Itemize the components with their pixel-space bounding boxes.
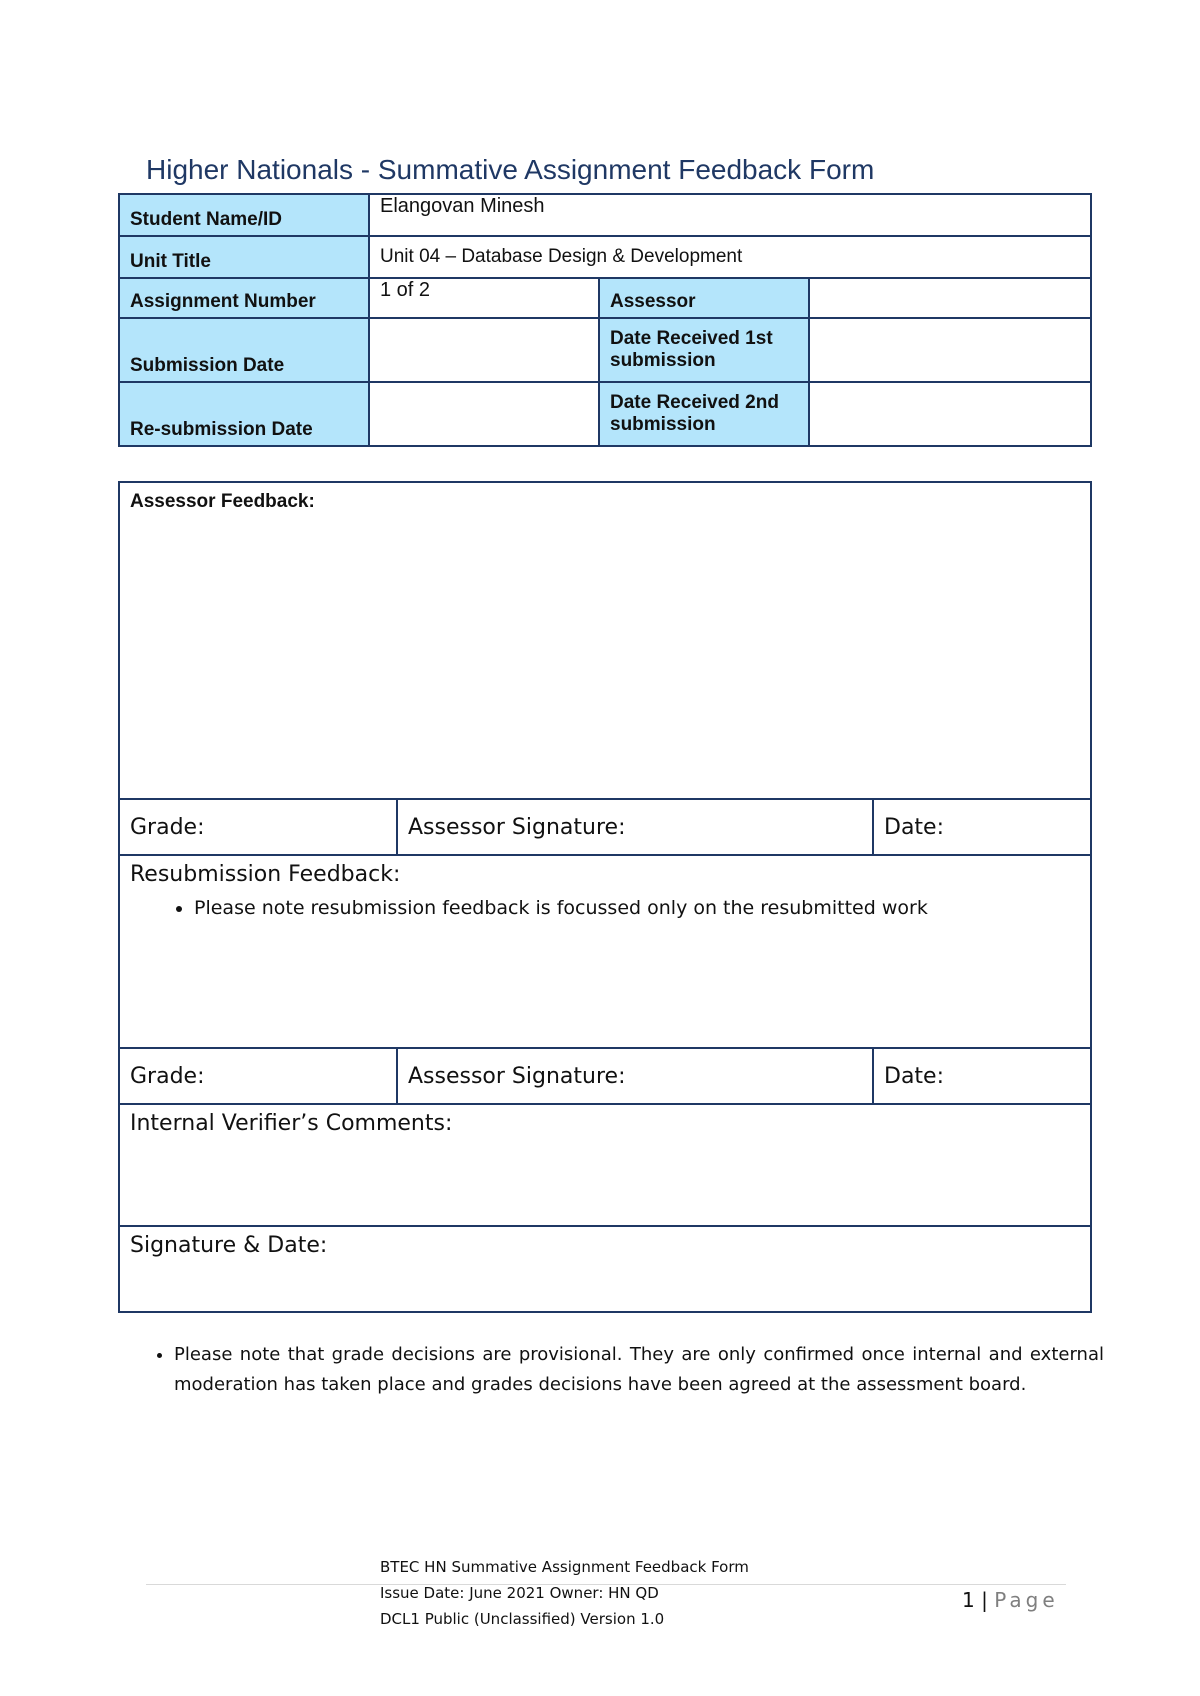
page-word: Page bbox=[994, 1588, 1059, 1612]
header-table bbox=[118, 193, 1092, 447]
footer bbox=[380, 1554, 749, 1632]
submission-date-value[interactable] bbox=[369, 318, 599, 382]
assessor-signature-label[interactable]: Assessor Signature: bbox=[397, 799, 873, 855]
date-received-2-label: Date Received 2nd submission bbox=[599, 382, 809, 446]
date-label[interactable]: Date: bbox=[873, 799, 1091, 855]
page-separator: | bbox=[981, 1588, 988, 1612]
date-received-1-label: Date Received 1st submission bbox=[599, 318, 809, 382]
iv-comments-label: Internal Verifier’s Comments: bbox=[130, 1111, 453, 1136]
assignment-number-label: Assignment Number bbox=[119, 278, 369, 318]
student-label: Student Name/ID bbox=[119, 194, 369, 236]
footer-line-3: DCL1 Public (Unclassified) Version 1.0 bbox=[380, 1610, 665, 1628]
signature-date-label: Signature & Date: bbox=[130, 1233, 328, 1258]
assessor-value[interactable] bbox=[809, 278, 1091, 318]
form-title: Higher Nationals - Summative Assignment Feedback Form bbox=[146, 154, 875, 185]
footer-line-1: BTEC HN Summative Assignment Feedback Form bbox=[380, 1558, 749, 1576]
unit-title-value[interactable]: Unit 04 – Database Design & Development bbox=[369, 236, 1091, 278]
grade-label[interactable]: Grade: bbox=[119, 799, 397, 855]
footer-line-2: Issue Date: June 2021 Owner: HN QD bbox=[380, 1584, 659, 1602]
student-value[interactable]: Elangovan Minesh bbox=[369, 194, 1091, 236]
assignment-number-value[interactable]: 1 of 2 bbox=[369, 278, 599, 318]
submission-date-label: Submission Date bbox=[119, 318, 369, 382]
signature-date-cell[interactable] bbox=[119, 1226, 1091, 1312]
footer-divider bbox=[146, 1584, 1066, 1585]
assessor-feedback-cell[interactable] bbox=[119, 482, 1091, 799]
date-received-1-value[interactable] bbox=[809, 318, 1091, 382]
assessor-feedback-label: Assessor Feedback: bbox=[130, 491, 315, 512]
resubmission-note-list bbox=[130, 897, 1080, 919]
assessor-signature-label-2[interactable]: Assessor Signature: bbox=[397, 1048, 873, 1104]
resubmission-note: • Please note resubmission feedback is focussed only on the resubmitted work bbox=[194, 897, 1080, 919]
resubmission-feedback-cell[interactable] bbox=[119, 855, 1091, 1048]
resubmission-date-label: Re-submission Date bbox=[119, 382, 369, 446]
assessor-label: Assessor bbox=[599, 278, 809, 318]
date-label-2[interactable]: Date: bbox=[873, 1048, 1091, 1104]
feedback-table bbox=[118, 481, 1092, 1313]
grade-label-2[interactable]: Grade: bbox=[119, 1048, 397, 1104]
unit-title-label: Unit Title bbox=[119, 236, 369, 278]
page-number-value: 1 bbox=[962, 1588, 975, 1612]
provisional-note-list bbox=[136, 1340, 1104, 1400]
iv-comments-cell[interactable] bbox=[119, 1104, 1091, 1226]
provisional-note: • Please note that grade decisions are provisional. They are only confirmed once internal and external moderation has taken place and grades decisions have been agreed at the assessment board. bbox=[174, 1340, 1104, 1400]
date-received-2-value[interactable] bbox=[809, 382, 1091, 446]
page-number bbox=[962, 1588, 1059, 1612]
resubmission-feedback-label: Resubmission Feedback: bbox=[130, 862, 401, 887]
resubmission-date-value[interactable] bbox=[369, 382, 599, 446]
